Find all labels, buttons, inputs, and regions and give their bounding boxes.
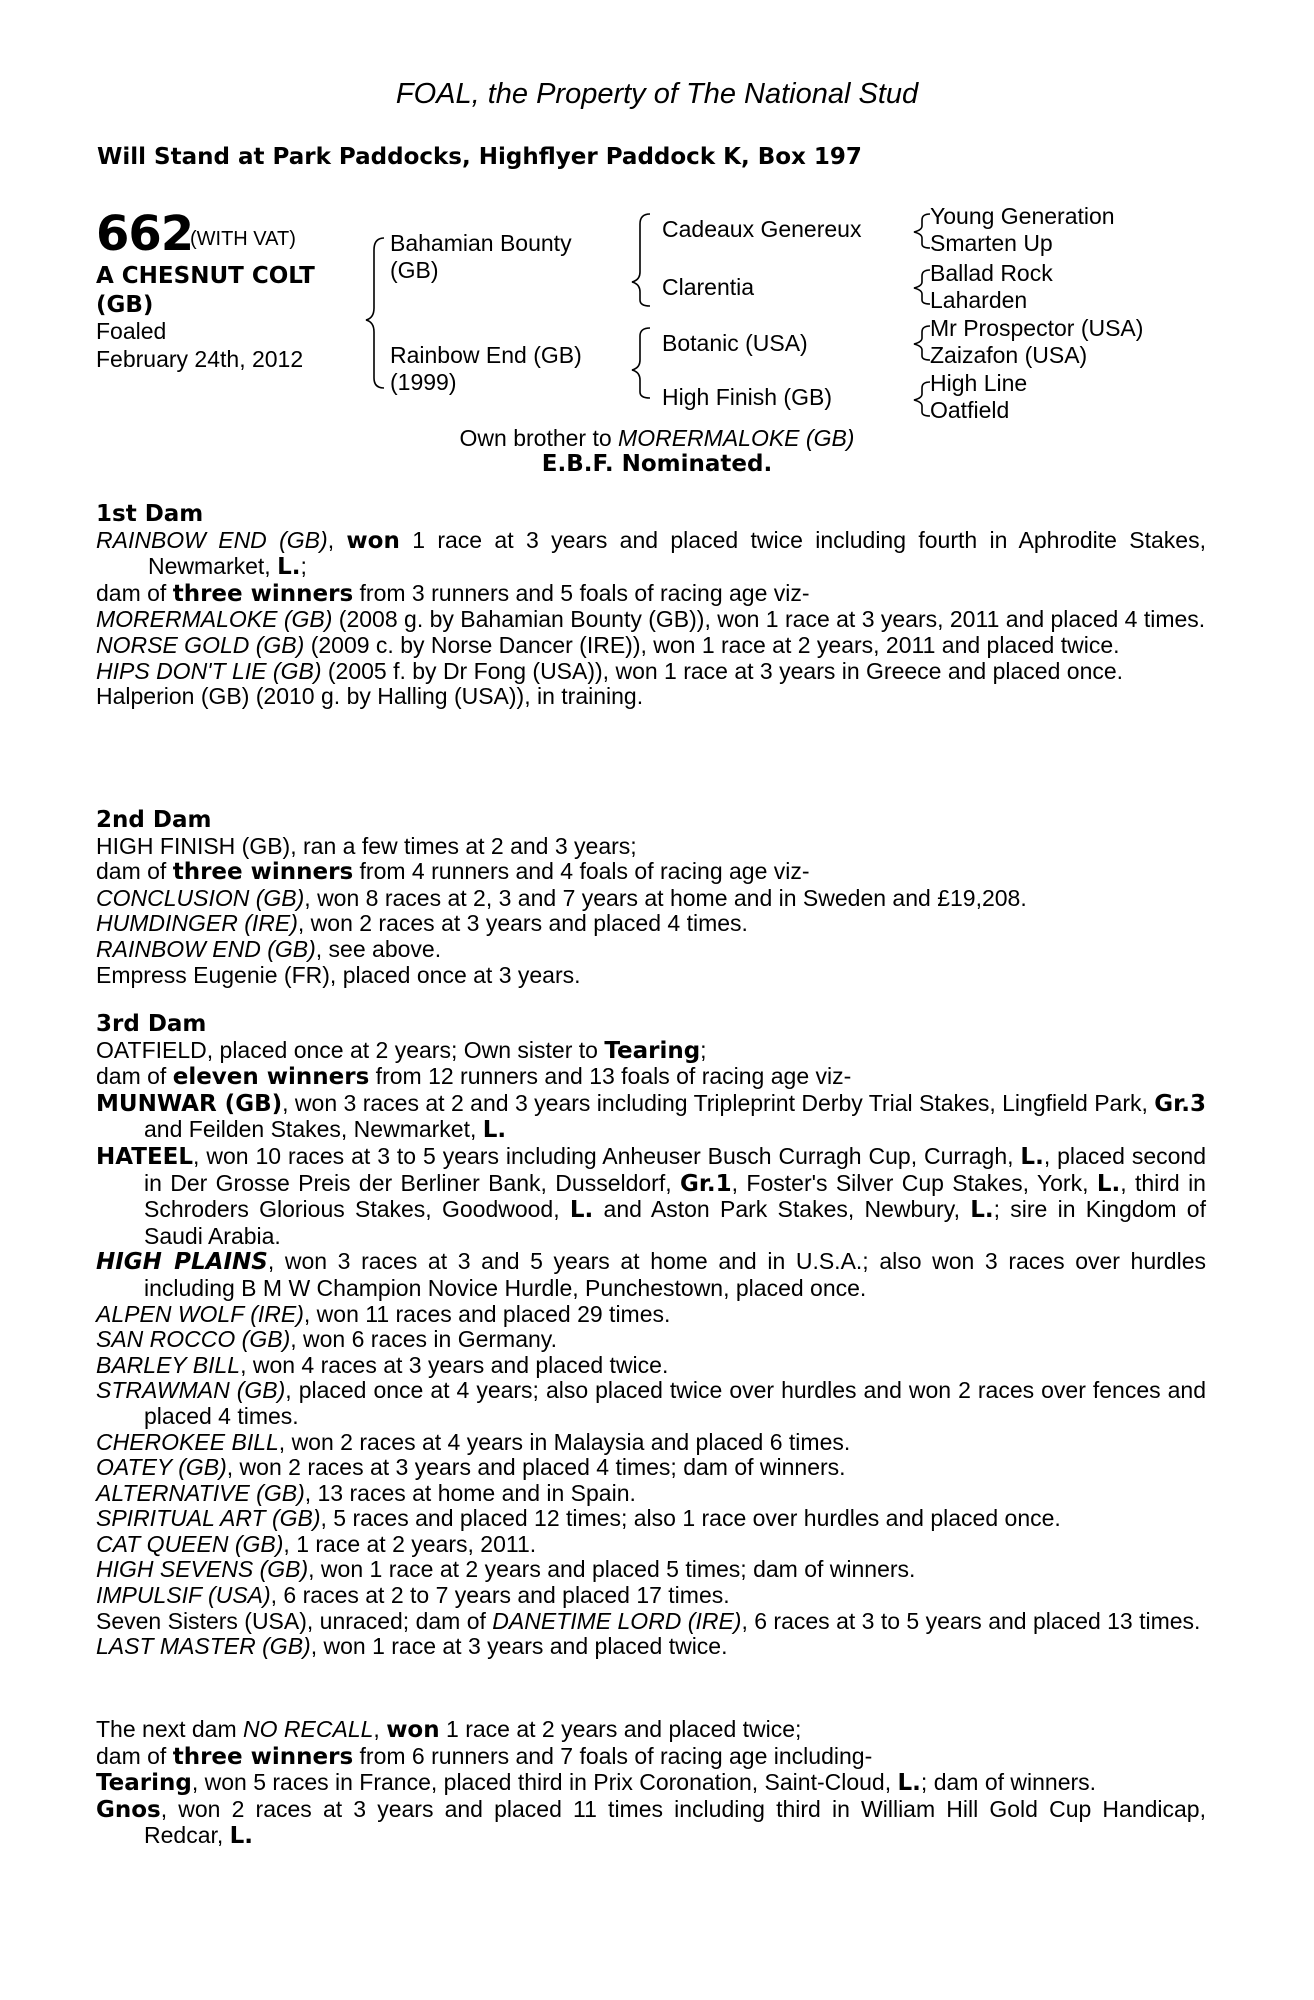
produce-item xyxy=(96,684,1206,710)
grade: Gr.1 xyxy=(679,1170,732,1197)
dam-year: (1999) xyxy=(390,369,457,395)
produce-item xyxy=(96,1302,1206,1328)
pedigree-sds: Ballad Rock xyxy=(930,260,1053,286)
intro-mid: , xyxy=(373,1716,387,1742)
produce-name: OATEY (GB) xyxy=(96,1454,227,1481)
third-dam-intro xyxy=(96,1038,1206,1065)
grade: Gr.3 xyxy=(1154,1090,1206,1117)
produce-text: , 13 races at home and in Spain. xyxy=(304,1479,636,1506)
first-dam-heading: 1st Dam xyxy=(96,501,204,527)
produce-text: , 5 races and placed 12 times; also 1 race over hurdles and placed once. xyxy=(320,1505,1061,1532)
produce-item xyxy=(96,1353,1206,1379)
intro-pre: The next dam xyxy=(96,1716,244,1742)
pedigree-dam xyxy=(390,342,582,396)
produce-name: HIGH PLAINS xyxy=(96,1249,268,1276)
catalogue-title: FOAL, the Property of The National Stud xyxy=(395,78,919,110)
pedigree-ddd: Oatfield xyxy=(930,397,1010,423)
produce-name: DANETIME LORD (IRE) xyxy=(492,1607,742,1634)
next-dam-section xyxy=(96,1717,1206,1850)
produce-item xyxy=(96,1430,1206,1456)
pedigree-dss: Mr Prospector (USA) xyxy=(930,315,1144,341)
grand-produce-item xyxy=(96,1609,1206,1635)
pedigree-dsd: Zaizafon (USA) xyxy=(930,342,1088,368)
produce-text: Halperion (GB) (2010 g. by Halling (USA)), in training. xyxy=(96,683,644,710)
produce-text: and Feilden Stakes, Newmarket, xyxy=(144,1116,483,1143)
produce-name: IMPULSIF (USA) xyxy=(96,1582,271,1609)
winners-count: three winners xyxy=(172,859,354,886)
dam-name: RAINBOW END (GB) xyxy=(96,526,328,553)
intro-post: ; xyxy=(700,1036,707,1063)
produce-name: Gnos xyxy=(96,1796,161,1823)
produce-text: , won 8 races at 2, 3 and 7 years at home and in Sweden and £19,208. xyxy=(304,884,1027,911)
dam-of-post: from 4 runners and 4 foals of racing age viz- xyxy=(353,858,810,885)
produce-text: , won 4 races at 3 years and placed twice. xyxy=(240,1351,669,1378)
produce-item xyxy=(96,1091,1206,1144)
produce-name: MORERMALOKE (GB) xyxy=(96,606,333,633)
produce-name: ALTERNATIVE (GB) xyxy=(96,1479,305,1506)
produce-name: STRAWMAN (GB) xyxy=(96,1377,286,1404)
won-label: won xyxy=(346,527,400,554)
own-brother-name: MORERMALOKE (GB) xyxy=(618,425,855,451)
pedigree-sd: Clarentia xyxy=(662,274,755,300)
dam-of-pre: dam of xyxy=(96,858,173,885)
grade: L. xyxy=(569,1197,594,1224)
second-dam-heading: 2nd Dam xyxy=(96,807,212,833)
grand-produce-item xyxy=(96,1583,1206,1609)
produce-item xyxy=(96,1378,1206,1429)
produce-name: CAT QUEEN (GB) xyxy=(96,1530,284,1557)
produce-text: , see above. xyxy=(315,935,442,962)
produce-item xyxy=(96,1797,1206,1850)
produce-text: , won 2 races at 3 years and placed 4 times; dam of winners. xyxy=(226,1454,846,1481)
produce-item xyxy=(96,659,1206,685)
produce-item xyxy=(96,937,1206,963)
grade: L. xyxy=(897,1770,921,1797)
grand-produce-item xyxy=(96,1481,1206,1507)
produce-text: , won 1 race at 2 years and placed 5 times; dam of winners. xyxy=(308,1556,916,1583)
sire-country: (GB) xyxy=(390,257,439,283)
grand-produce-item xyxy=(96,1506,1206,1532)
produce-text: , won 11 races and placed 29 times. xyxy=(303,1300,671,1327)
second-dam-dam-of xyxy=(96,859,1206,886)
sire-name: Bahamian Bounty xyxy=(390,230,572,256)
produce-item xyxy=(96,1144,1206,1249)
produce-text: , won 2 races at 3 years and placed 4 times. xyxy=(297,910,748,937)
produce-text: ; sire in Kingdom of Saudi Arabia. xyxy=(144,1196,1206,1249)
second-dam-section xyxy=(96,808,1206,988)
dam-of-post: from 3 runners and 5 foals of racing age viz- xyxy=(353,579,810,606)
second-dam-intro: HIGH FINISH (GB), ran a few times at 2 and 3 years; xyxy=(96,832,637,859)
produce-name: RAINBOW END (GB) xyxy=(96,935,316,962)
produce-text: , won 2 races at 4 years in Malaysia and placed 6 times. xyxy=(278,1428,851,1455)
pedigree-brackets xyxy=(0,0,1314,440)
produce-text: , placed once at 4 years; also placed twice over hurdles and won 2 races over fences and placed 4 times. xyxy=(144,1377,1206,1429)
first-dam-dam-of xyxy=(96,581,1206,608)
produce-text: , Foster's Silver Cup Stakes, York, xyxy=(731,1169,1097,1196)
pedigree-sdd: Laharden xyxy=(930,287,1028,313)
produce-item xyxy=(96,1634,1206,1660)
produce-name: CONCLUSION (GB) xyxy=(96,884,305,911)
produce-name: HUMDINGER (IRE) xyxy=(96,910,298,937)
pedigree-ss: Cadeaux Genereux xyxy=(662,216,862,242)
dam-of-pre: dam of xyxy=(96,1742,173,1769)
produce-name: HATEEL xyxy=(96,1143,194,1170)
produce-name: SPIRITUAL ART (GB) xyxy=(96,1505,321,1532)
third-dam-heading: 3rd Dam xyxy=(96,1011,207,1037)
dam-of-post: from 12 runners and 13 foals of racing age viz- xyxy=(369,1063,852,1090)
dam-of-pre: dam of xyxy=(96,1063,173,1090)
vat-note: (WITH VAT) xyxy=(190,228,296,250)
dam-name: NO RECALL xyxy=(243,1716,374,1742)
produce-text: , won 3 races at 3 and 5 years at home and in U.S.A.; also won 3 races over hurdles including B M W Champion Novice Hurdle, Punchestown, placed once. xyxy=(144,1248,1206,1301)
grade: L. xyxy=(1020,1143,1044,1170)
produce-text: , won 2 races at 3 years and placed 11 times including third in William Hill Gold Cup Handicap, Redcar, xyxy=(144,1795,1206,1849)
won-label: won xyxy=(386,1717,440,1743)
produce-text: Seven Sisters (USA), unraced; dam of xyxy=(96,1607,493,1634)
next-dam-dam-of xyxy=(96,1744,1206,1771)
produce-name: BARLEY BILL xyxy=(96,1351,241,1378)
pedigree-ds: Botanic (USA) xyxy=(662,330,808,356)
produce-text: (2005 f. by Dr Fong (USA)), won 1 race at 3 years in Greece and placed once. xyxy=(321,657,1124,684)
produce-item xyxy=(96,1770,1206,1797)
intro-pre: OATFIELD, placed once at 2 years; Own sister to xyxy=(96,1036,605,1063)
produce-name: Tearing xyxy=(96,1770,192,1797)
produce-text: , 6 races at 3 to 5 years and placed 13 times. xyxy=(741,1607,1201,1634)
lot-description-line2: (GB) xyxy=(96,292,154,318)
pedigree-sire xyxy=(390,230,572,284)
produce-item xyxy=(96,607,1206,633)
foaled-date: February 24th, 2012 xyxy=(96,346,304,372)
stand-location: Will Stand at Park Paddocks, Highflyer Paddock K, Box 197 xyxy=(97,144,862,170)
lot-description-line1: A CHESNUT COLT xyxy=(96,263,315,289)
produce-name: CHEROKEE BILL xyxy=(96,1428,279,1455)
produce-text: , won 10 races at 3 to 5 years including Anheuser Busch Curragh Cup, Curragh, xyxy=(193,1142,1021,1169)
winners-count: three winners xyxy=(172,1743,354,1770)
produce-item xyxy=(96,633,1206,659)
produce-item xyxy=(96,886,1206,912)
produce-item xyxy=(96,963,1206,989)
dam-name: Rainbow End (GB) xyxy=(390,342,582,368)
lot-number: 662 xyxy=(96,206,194,262)
dam-of-pre: dam of xyxy=(96,579,173,606)
produce-text: , won 6 races in Germany. xyxy=(290,1326,557,1353)
dam-of-post: from 6 runners and 7 foals of racing age including- xyxy=(353,1742,873,1769)
produce-name: HIGH SEVENS (GB) xyxy=(96,1556,309,1583)
produce-item xyxy=(96,1327,1206,1353)
sister-name: Tearing xyxy=(604,1037,701,1064)
produce-text: , 6 races at 2 to 7 years and placed 17 times. xyxy=(270,1582,730,1609)
produce-text: ; dam of winners. xyxy=(920,1769,1097,1796)
produce-text: , won 3 races at 2 and 3 years including Tripleprint Derby Trial Stakes, Lingfield Park, xyxy=(282,1089,1155,1116)
first-dam-section xyxy=(96,502,1206,710)
foaled-label: Foaled xyxy=(96,318,167,344)
produce-text: , won 5 races in France, placed third in Prix Coronation, Saint-Cloud, xyxy=(191,1769,898,1796)
produce-item xyxy=(96,1249,1206,1301)
third-dam-section xyxy=(96,1012,1206,1660)
own-brother-note xyxy=(0,425,1314,451)
first-dam-intro xyxy=(96,528,1206,581)
grade: L. xyxy=(229,1823,254,1850)
produce-item xyxy=(96,911,1206,937)
pedigree-dd: High Finish (GB) xyxy=(662,384,832,410)
race-text: 1 race at 3 years and placed twice including fourth in Aphrodite Stakes, Newmarket, xyxy=(148,526,1206,580)
winners-count: eleven winners xyxy=(172,1064,370,1091)
intro-post: 1 race at 2 years and placed twice; xyxy=(439,1716,802,1742)
ebf-nomination: E.B.F. Nominated. xyxy=(541,451,773,477)
third-dam-dam-of xyxy=(96,1064,1206,1091)
grade: L. xyxy=(482,1117,507,1144)
next-dam-intro xyxy=(96,1717,1206,1744)
produce-text: (2008 g. by Bahamian Bounty (GB)), won 1 race at 3 years, 2011 and placed 4 times. xyxy=(332,606,1206,633)
produce-item xyxy=(96,1455,1206,1481)
comma: , xyxy=(327,526,347,553)
pedigree-dds: High Line xyxy=(930,370,1028,396)
winners-count: three winners xyxy=(172,580,354,607)
produce-item xyxy=(96,1557,1206,1583)
produce-text: , won 1 race at 3 years and placed twice. xyxy=(310,1633,728,1660)
produce-name: MUNWAR (GB) xyxy=(96,1090,283,1117)
grade: L. xyxy=(1096,1170,1121,1197)
grade: L. xyxy=(277,554,301,581)
produce-name: HIPS DON'T LIE (GB) xyxy=(96,657,322,684)
race-text-end: ; xyxy=(300,553,307,580)
pedigree-ssd: Smarten Up xyxy=(930,230,1053,256)
produce-name: SAN ROCCO (GB) xyxy=(96,1326,291,1353)
grade: L. xyxy=(970,1197,994,1224)
pedigree-sss: Young Generation xyxy=(930,203,1115,229)
produce-text: , 1 race at 2 years, 2011. xyxy=(283,1530,537,1557)
produce-text: (2009 c. by Norse Dancer (IRE)), won 1 race at 2 years, 2011 and placed twice. xyxy=(304,631,1120,658)
produce-text: and Aston Park Stakes, Newbury, xyxy=(593,1196,971,1223)
produce-text: , third in Schroders Glorious Stakes, Goodwood, xyxy=(144,1169,1206,1223)
produce-name: LAST MASTER (GB) xyxy=(96,1633,311,1660)
produce-name: NORSE GOLD (GB) xyxy=(96,631,305,658)
own-brother-prefix: Own brother to xyxy=(459,425,619,451)
produce-name: ALPEN WOLF (IRE) xyxy=(96,1300,304,1327)
produce-text: Empress Eugenie (FR), placed once at 3 years. xyxy=(96,961,581,988)
grand-produce-item xyxy=(96,1532,1206,1558)
produce-text: , placed second in Der Grosse Preis der Berliner Bank, Dusseldorf, xyxy=(144,1142,1206,1196)
